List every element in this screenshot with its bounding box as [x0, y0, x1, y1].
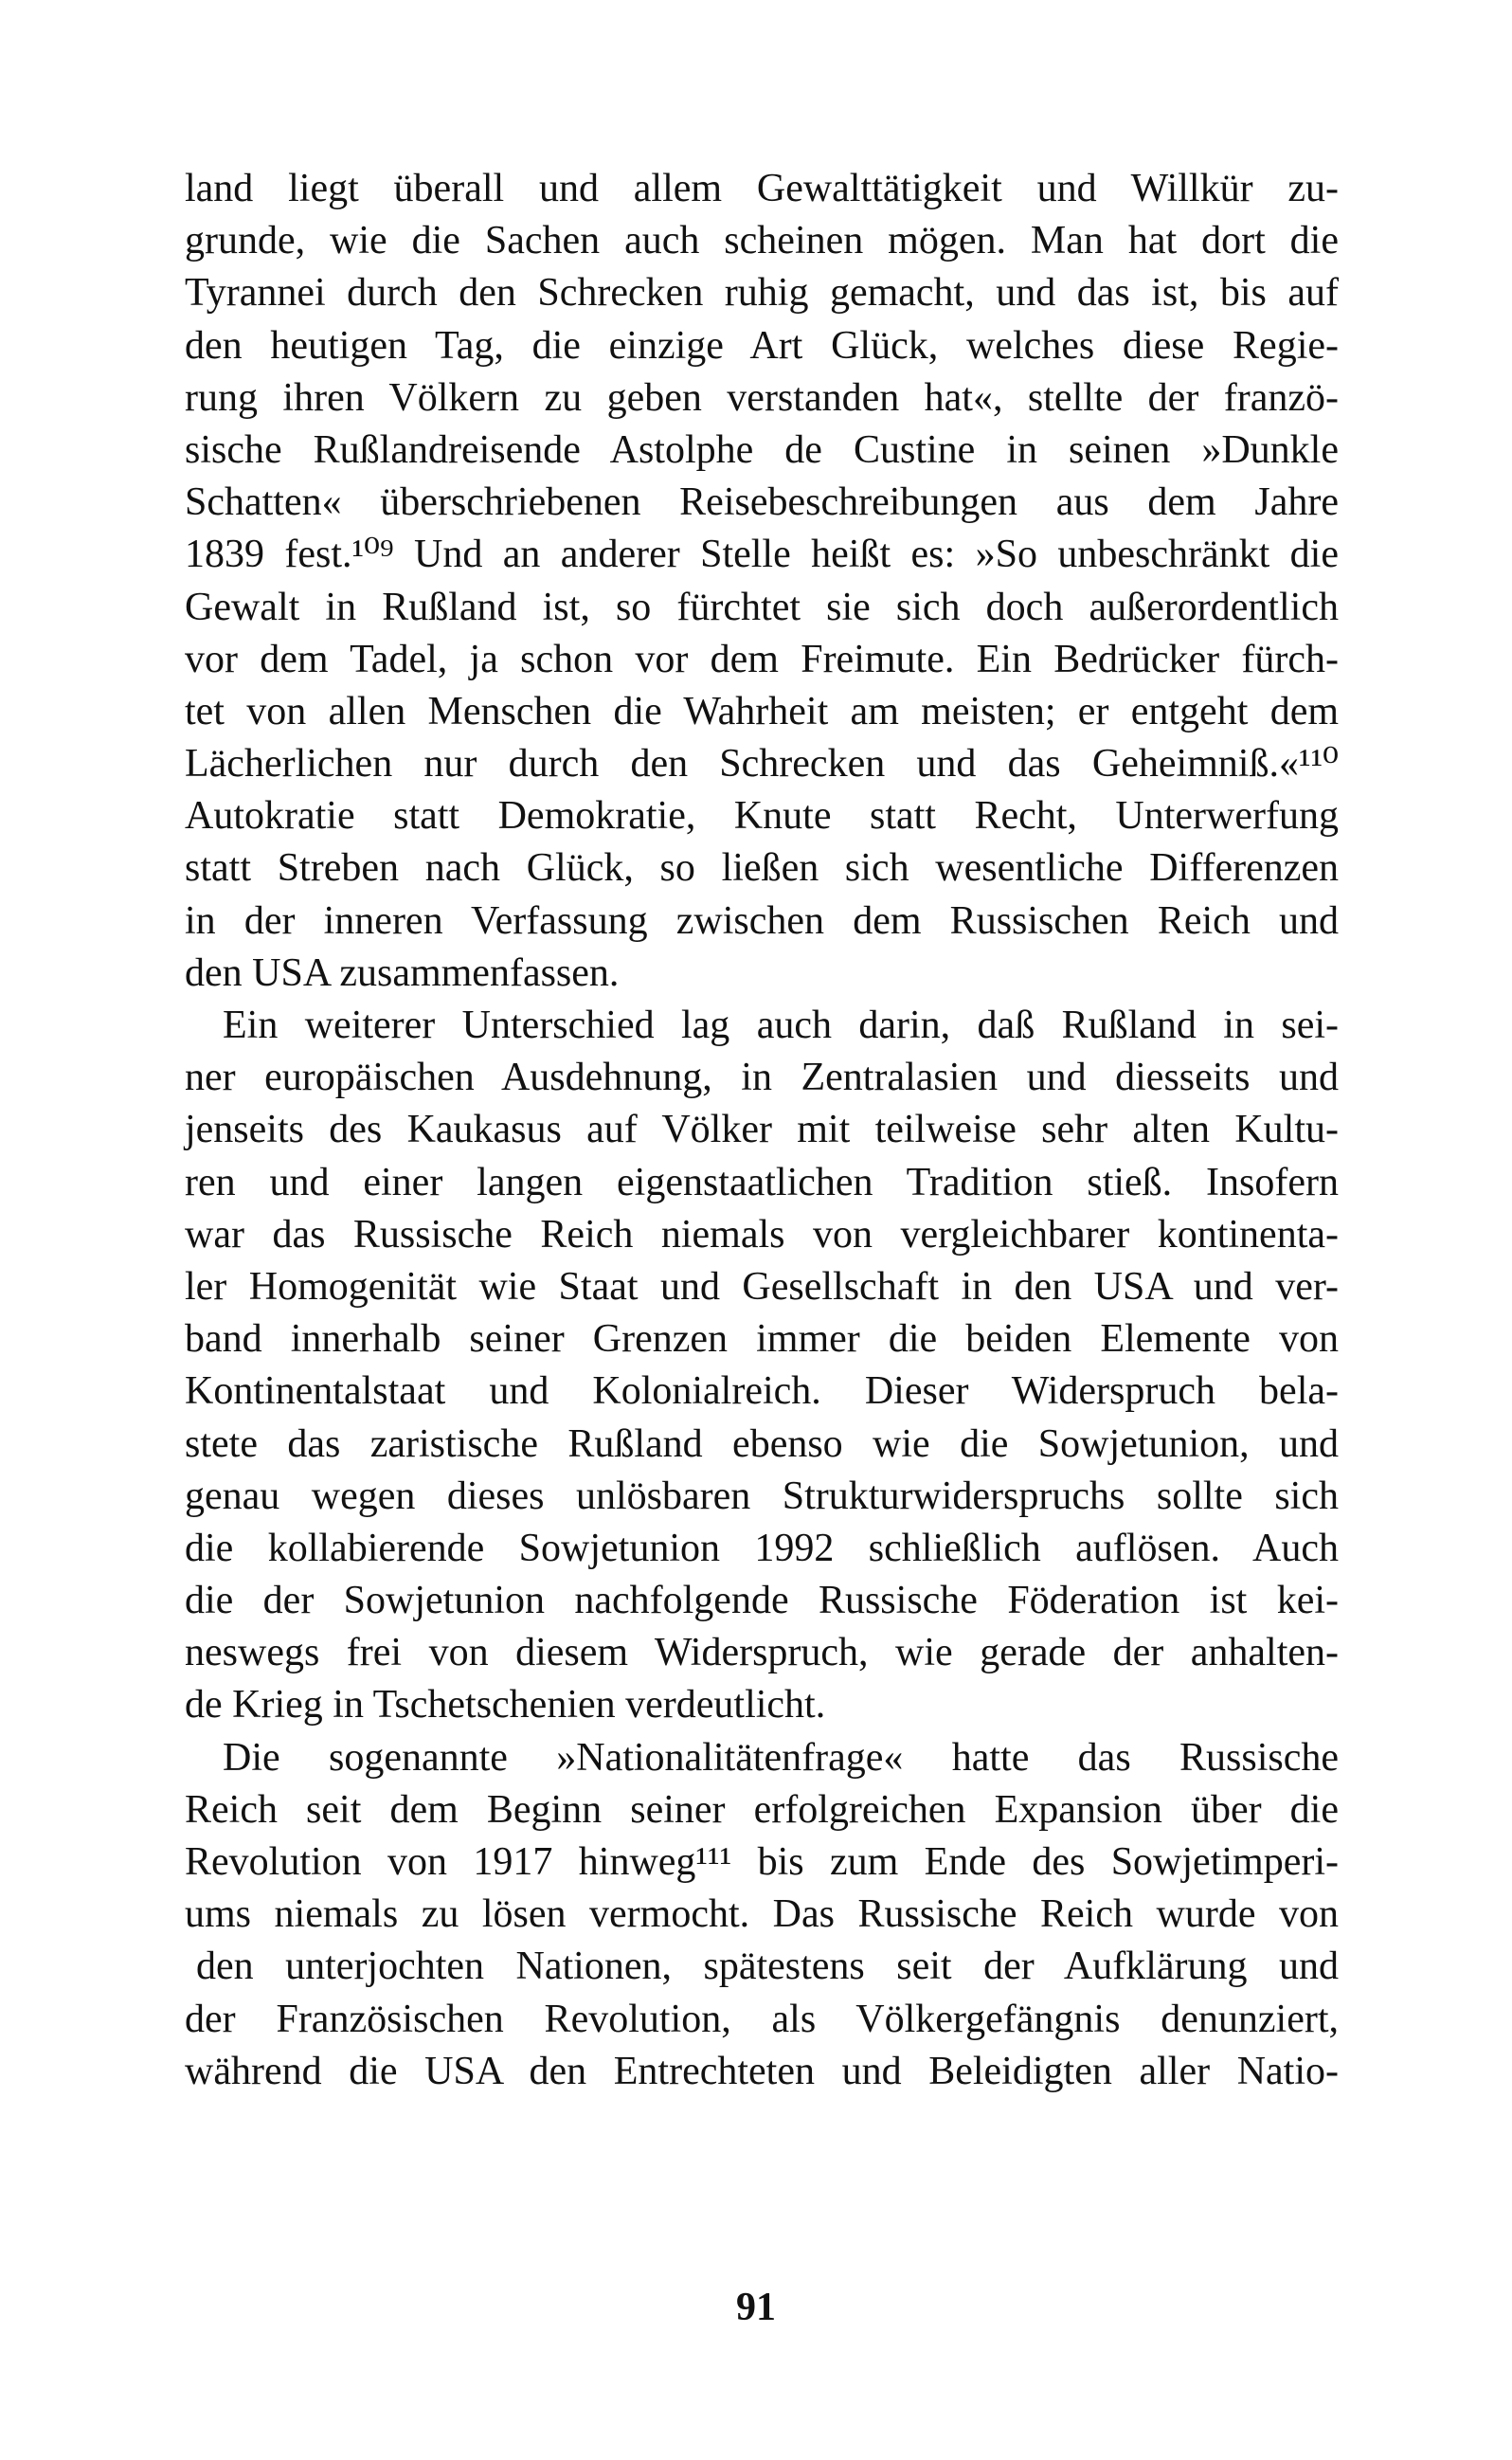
text-line: Kontinentalstaat und Kolonialreich. Dieser Widerspruch bela-: [185, 1369, 1339, 1414]
text-line: genau wegen dieses unlösbaren Strukturwiderspruchs sollte sich: [185, 1474, 1339, 1518]
text-line: Ein weiterer Unterschied lag auch darin, daß Rußland in sei-: [223, 1004, 1339, 1047]
text-line: Tyrannei durch den Schrecken ruhig gemacht, und das ist, bis auf: [185, 271, 1339, 316]
text-line: de Krieg in Tschetschenien verdeutlicht.: [185, 1683, 826, 1727]
text-line: die der Sowjetunion nachfolgende Russische Föderation ist kei-: [185, 1579, 1339, 1623]
text-line: während die USA den Entrechteten und Beleidigten aller Natio-: [185, 2049, 1339, 2093]
text-line: 1839 fest.¹⁰⁹ Und an anderer Stelle heißt es: »So unbeschränkt die: [185, 533, 1339, 577]
text-line: Reich seit dem Beginn seiner erfolgreichen Expansion über die: [185, 1787, 1339, 1832]
text-line: den USA zusammenfassen.: [185, 950, 620, 995]
text-line: Lächerlichen nur durch den Schrecken und das Geheimniß.«¹¹⁰: [185, 742, 1339, 787]
text-line: jenseits des Kaukasus auf Völker mit teilweise sehr alten Kultu-: [185, 1108, 1339, 1152]
text-line: war das Russische Reich niemals von vergleichbarer kontinenta-: [185, 1212, 1339, 1257]
text-line: in der inneren Verfassung zwischen dem Russischen Reich und: [185, 898, 1339, 943]
text-line: Autokratie statt Demokratie, Knute statt Recht, Unterwerfung: [185, 794, 1339, 839]
text-line: vor dem Tadel, ja schon vor dem Freimute. Ein Bedrücker fürch-: [185, 637, 1339, 681]
text-line: den heutigen Tag, die einzige Art Glück, welches diese Regie-: [185, 323, 1339, 368]
text-line: ler Homogenität wie Staat und Gesellschaft in den USA und ver-: [185, 1264, 1339, 1309]
text-line: Die sogenannte »Nationalitätenfrage« hatte das Russische: [223, 1735, 1339, 1780]
text-line: grunde, wie die Sachen auch scheinen mögen. Man hat dort die: [185, 219, 1339, 263]
text-line: stete das zaristische Rußland ebenso wie die Sowjetunion, und: [185, 1421, 1339, 1466]
text-line: Schatten« überschriebenen Reisebeschreibungen aus dem Jahre: [185, 480, 1339, 525]
text-line: sische Rußlandreisende Astolphe de Custine in seinen »Dunkle: [185, 427, 1339, 472]
text-line: die kollabierende Sowjetunion 1992 schließlich auflösen. Auch: [185, 1526, 1339, 1570]
text-line: statt Streben nach Glück, so ließen sich wesentliche Differenzen: [185, 846, 1339, 891]
text-line: band innerhalb seiner Grenzen immer die beiden Elemente von: [185, 1317, 1339, 1362]
text-line: Revolution von 1917 hinweg¹¹¹ bis zum Ende des Sowjetimperi-: [185, 1840, 1339, 1884]
text-line: land liegt überall und allem Gewalttätigkeit und Willkür zu-: [185, 167, 1339, 210]
page-number: 91: [736, 2286, 776, 2329]
text-line: der Französischen Revolution, als Völkergefängnis denunziert,: [185, 1997, 1339, 2041]
text-line: ren und einer langen eigenstaatlichen Tradition stieß. Insofern: [185, 1160, 1339, 1204]
text-line: den unterjochten Nationen, spätestens seit der Aufklärung und: [196, 1944, 1339, 1989]
text-line: rung ihren Völkern zu geben verstanden hat«, stellte der franzö-: [185, 375, 1339, 420]
text-line: Gewalt in Rußland ist, so fürchtet sie sich doch außerordentlich: [185, 585, 1339, 629]
text-line: ner europäischen Ausdehnung, in Zentralasien und diesseits und: [185, 1056, 1339, 1100]
text-line: ums niemals zu lösen vermocht. Das Russische Reich wurde von: [185, 1892, 1339, 1937]
text-line: tet von allen Menschen die Wahrheit am meisten; er entgeht dem: [185, 689, 1339, 733]
body-text: [185, 163, 1339, 2098]
text-line: neswegs frei von diesem Widerspruch, wie gerade der anhalten-: [185, 1631, 1339, 1675]
